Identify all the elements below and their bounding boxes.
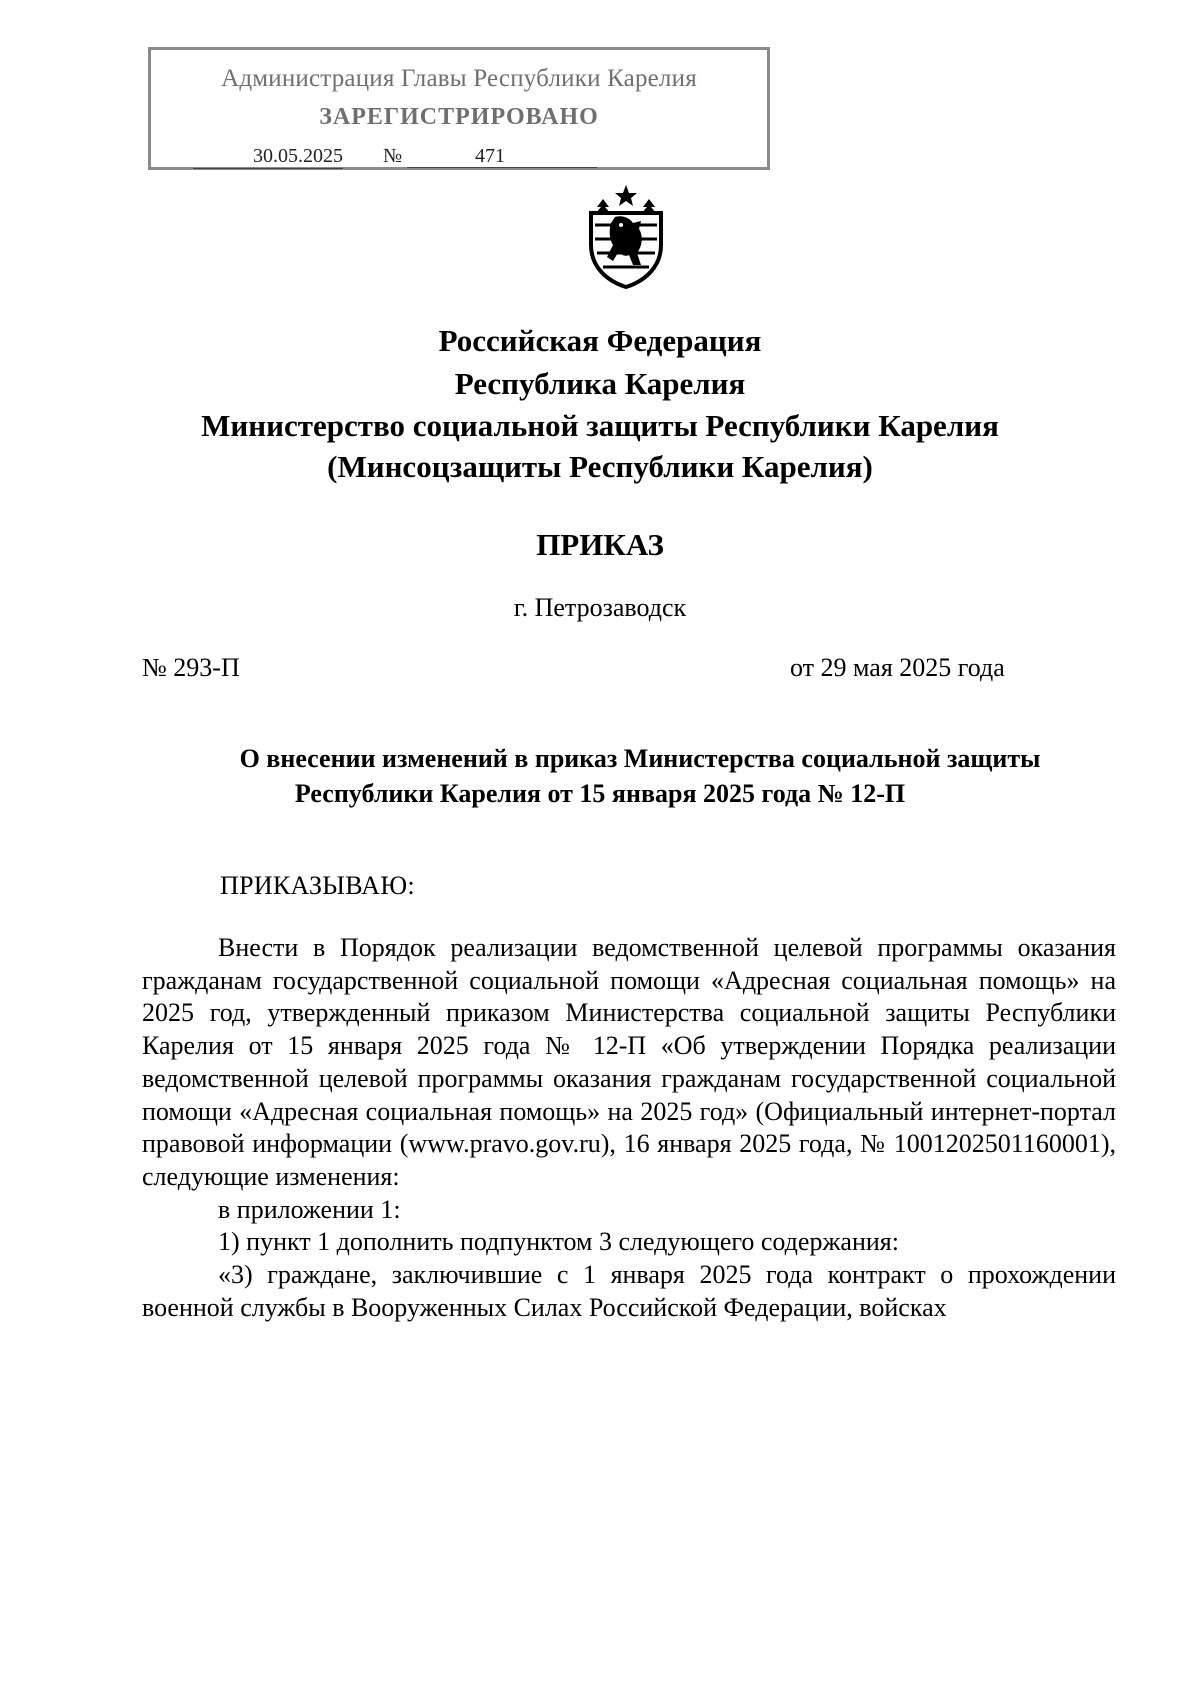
- body-text: [142, 932, 1116, 1324]
- subject-line-2: Республики Карелия от 15 января 2025 года № 12-П: [294, 779, 906, 808]
- body-paragraph-1: Внести в Порядок реализации ведомственной целевой программы оказания гражданам государственной социальной помощи «Адресная социальная помощь» на 2025 год, утвержденный приказом Министерства социальной защиты Республики Карелия от 15 января 2025 года № 12-П «Об утверждении Порядка реализации ведомственной целевой программы оказания гражданам государственной социальной помощи «Адресная социальная помощь» на 2025 год» (Официальный интернет-портал правовой информации (www.pravo.gov.ru), 16 января 2025 года, № 1001202501160001), следующие изменения:: [142, 933, 1116, 1191]
- header-ministry-short: (Минсоцзащиты Республики Карелия): [327, 449, 873, 484]
- stamp-number: 471: [407, 144, 597, 168]
- coat-of-arms-karelia-icon: [581, 183, 671, 289]
- header-ministry: Министерство социальной защиты Республики Карелия: [201, 408, 999, 443]
- body-paragraph-3: 1) пункт 1 дополнить подпунктом 3 следующего содержания:: [218, 1227, 899, 1257]
- registration-stamp: [148, 47, 770, 170]
- stamp-date: 30.05.2025: [193, 144, 343, 169]
- body-paragraph-2: в приложении 1:: [218, 1194, 401, 1224]
- document-type-title: ПРИКАЗ: [536, 527, 664, 562]
- stamp-number-sign: №: [383, 145, 403, 167]
- stamp-organization: Администрация Главы Республики Карелия: [221, 65, 697, 92]
- stamp-status: ЗАРЕГИСТРИРОВАНО: [319, 104, 599, 130]
- header-republic: Республика Карелия: [454, 366, 746, 401]
- subject-line-1: О внесении изменений в приказ Министерства социальной защиты: [239, 744, 1041, 773]
- order-date: от 29 мая 2025 года: [790, 653, 1005, 682]
- header-country: Российская Федерация: [438, 323, 762, 358]
- body-paragraph-4: «3) граждане, заключившие с 1 января 2025 года контракт о прохождении военной службы в Вооруженных Силах Российской Федерации, войсках: [142, 1260, 1116, 1322]
- order-number: № 293-П: [142, 653, 240, 682]
- city-label: г. Петрозаводск: [513, 593, 687, 622]
- directive-heading: ПРИКАЗЫВАЮ:: [220, 871, 415, 900]
